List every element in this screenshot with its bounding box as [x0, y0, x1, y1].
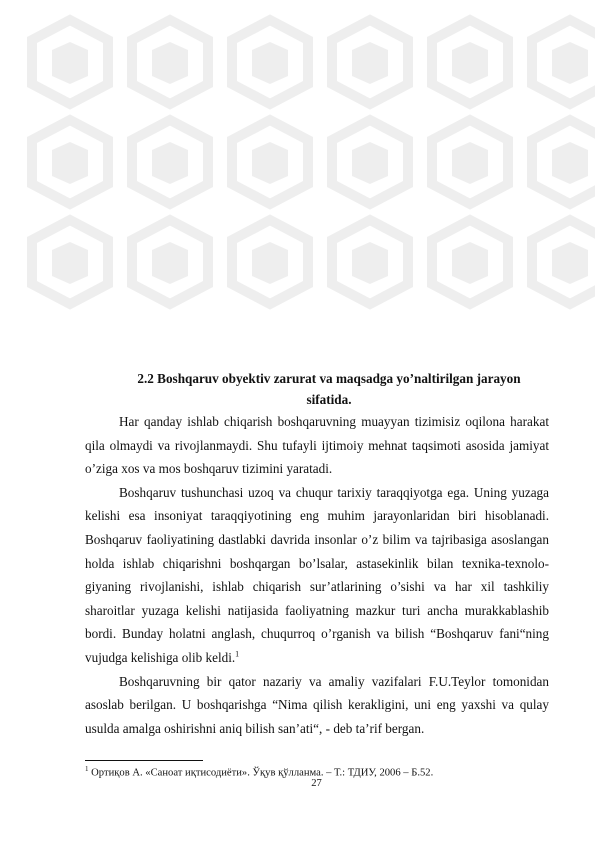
faded-book-stamp-icon [322, 114, 418, 210]
faded-book-stamp-icon [522, 114, 595, 210]
paragraph-2 [85, 481, 549, 670]
faded-book-stamp-icon [222, 214, 318, 310]
page-number: 27 [311, 778, 322, 789]
section-heading-line1: 2.2 Boshqaruv obyektiv zarurat va maqsadga yo’naltirilgan jarayon [137, 371, 521, 386]
faded-book-stamp-icon [422, 14, 518, 110]
section-heading [85, 368, 549, 410]
paragraph-1: Har qanday ishlab chiqarish boshqaruvning muayyan tizimisiz oqilona harakat qila olmaydi va rivojlanmaydi. Shu tufayli ijtimoiy mehnat taqsimoti asosida jamiyat o’ziga xos va mos boshqaruv tizimini yaratadi. [85, 414, 549, 477]
faded-book-stamp-icon [122, 214, 218, 310]
faded-book-stamp-icon [222, 14, 318, 110]
footnote-separator [85, 760, 203, 761]
faded-book-stamp-icon [522, 214, 595, 310]
faded-book-stamp-icon [122, 114, 218, 210]
faded-book-stamp-icon [422, 214, 518, 310]
faded-book-stamp-icon [222, 114, 318, 210]
paragraph-2-text: Boshqaruv tushunchasi uzoq va chuqur tarixiy taraqqiyotga ega. Uning yuzaga kelishi esa insoniyat taraqqiyotining eng muhim jarayonlaridan biri hisoblanadi. Boshqaruv faoliyatining dastlabki davrida insonlar o’z bilim va tajribasiga asoslangan holda ishlab chiqarishni boshqargan bo’lsalar, astasekinlik bilan texnika-texnolo-giyaning rivojlanishi, ishlab chiqarish sur’atlarining o’sishi va har xil tashkiliy sharoitlar yuzaga kelishi natijasida faoliyatning mazkur turi ancha murakkablashib bordi. Bunday holatni anglash, chuqurroq o’rganish va bilish “Boshqaruv fani“ning vujudga kelishiga olib keldi. [85, 484, 549, 665]
faded-book-stamp-icon [322, 214, 418, 310]
footnote-reference[interactable]: 1 [235, 649, 240, 659]
section-heading-line2: sifatida. [306, 392, 352, 407]
faded-book-stamp-icon [422, 114, 518, 210]
faded-book-stamp-icon [22, 14, 118, 110]
page-body [85, 368, 549, 740]
faded-book-stamp-icon [122, 14, 218, 110]
paragraph-3: Boshqaruvning bir qator nazariy va amaliy vazifalari F.U.Teylor tomonidan asoslab berilgan. U boshqarishga “Nima qilish kerakligini, uni eng yaxshi va qulay usulda amalga oshirishni aniq bilish san’ati“, - deb ta’rif bergan. [85, 673, 549, 736]
footnote-marker: 1 [85, 765, 89, 773]
faded-book-stamp-icon [322, 14, 418, 110]
faded-book-stamp-icon [522, 14, 595, 110]
faded-book-stamp-icon [22, 214, 118, 310]
footnote-text: Ортиқов А. «Саноат иқтисодиёти». Ўқув қўлланма. – Т.: ТДИУ, 2006 – Б.52. [91, 767, 434, 779]
faded-book-stamp-icon [22, 114, 118, 210]
